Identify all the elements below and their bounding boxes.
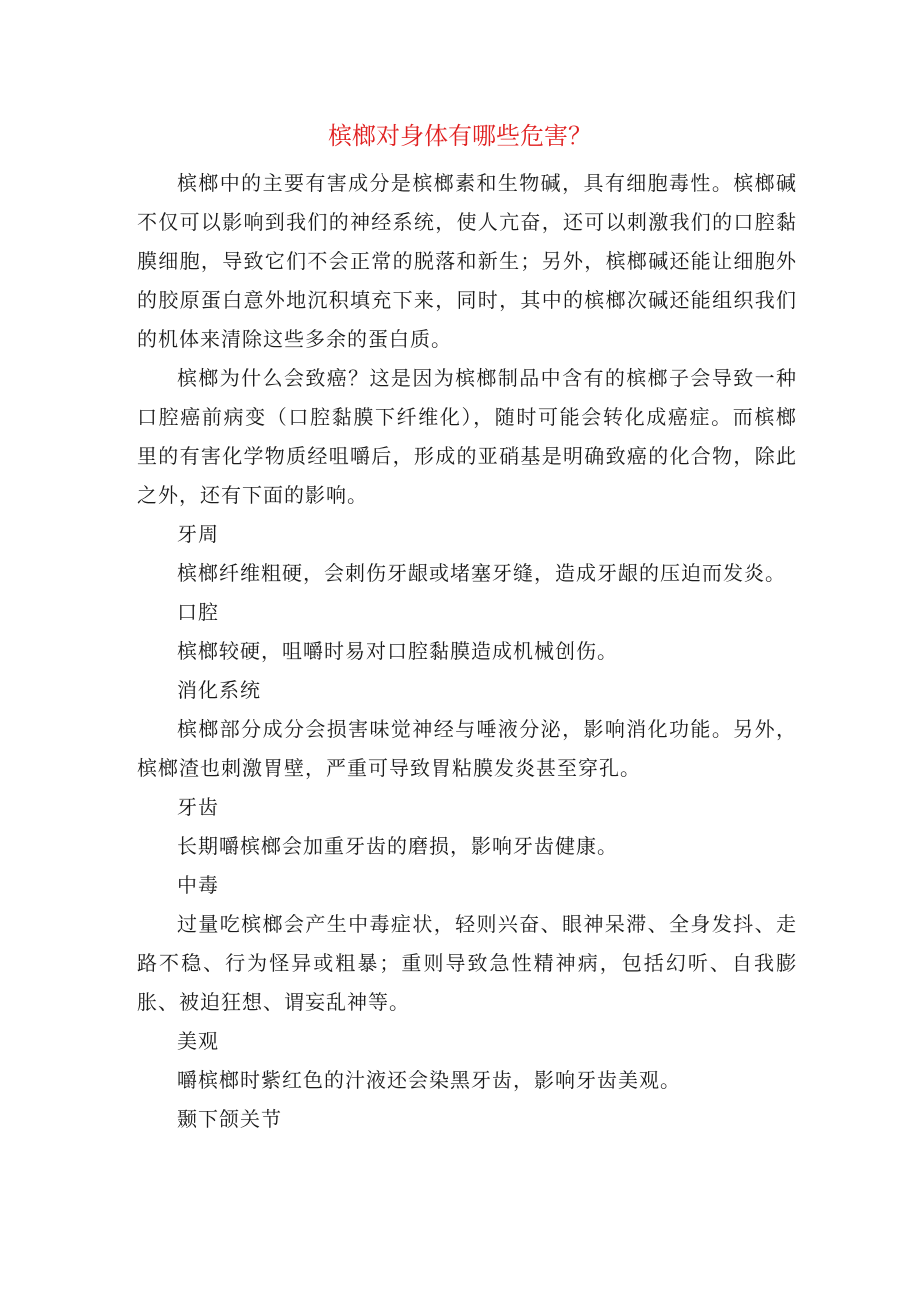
section-heading-teeth: 牙齿 <box>177 795 219 819</box>
section-heading-temporomandibular-joint: 颞下颌关节 <box>177 1107 282 1131</box>
section-text-digestive-system: 槟榔部分成分会损害味觉神经与唾液分泌，影响消化功能。另外，槟榔渣也刺激胃壁，严重可导致胃粘膜发炎甚至穿孔。 <box>137 717 797 780</box>
section-text-appearance: 嚼槟榔时紫红色的汁液还会染黑牙齿，影响牙齿美观。 <box>177 1068 681 1092</box>
section-text-teeth: 长期嚼槟榔会加重牙齿的磨损，影响牙齿健康。 <box>177 834 618 858</box>
section-heading-periodontal: 牙周 <box>177 522 219 546</box>
section-heading-poisoning: 中毒 <box>177 873 219 897</box>
section-heading-digestive-system: 消化系统 <box>177 678 261 702</box>
section-text-periodontal: 槟榔纤维粗硬，会刺伤牙龈或堵塞牙缝，造成牙龈的压迫而发炎。 <box>177 561 786 585</box>
section-heading-oral-cavity: 口腔 <box>177 600 219 624</box>
section-text-poisoning: 过量吃槟榔会产生中毒症状，轻则兴奋、眼神呆滞、全身发抖、走路不稳、行为怪异或粗暴；重则导致急性精神病，包括幻听、自我膨胀、被迫狂想、谓妄乱神等。 <box>137 912 797 1014</box>
document-body <box>137 164 797 1139</box>
section-heading-appearance: 美观 <box>177 1029 219 1053</box>
document-title: 槟榔对身体有哪些危害？ <box>328 122 592 150</box>
intro-paragraph-1: 槟榔中的主要有害成分是槟榔素和生物碱，具有细胞毒性。槟榔碱不仅可以影响到我们的神经系统，使人亢奋，还可以刺激我们的口腔黏膜细胞，导致它们不会正常的脱落和新生；另外，槟榔碱还能让细胞外的胶原蛋白意外地沉积填充下来，同时，其中的槟榔次碱还能组织我们的机体来清除这些多余的蛋白质。 <box>137 171 797 351</box>
intro-paragraph-2: 槟榔为什么会致癌？这是因为槟榔制品中含有的槟榔子会导致一种口腔癌前病变（口腔黏膜下纤维化），随时可能会转化成癌症。而槟榔里的有害化学物质经咀嚼后，形成的亚硝基是明确致癌的化合物，除此之外，还有下面的影响。 <box>137 366 797 507</box>
section-text-oral-cavity: 槟榔较硬，咀嚼时易对口腔黏膜造成机械创伤。 <box>177 639 618 663</box>
